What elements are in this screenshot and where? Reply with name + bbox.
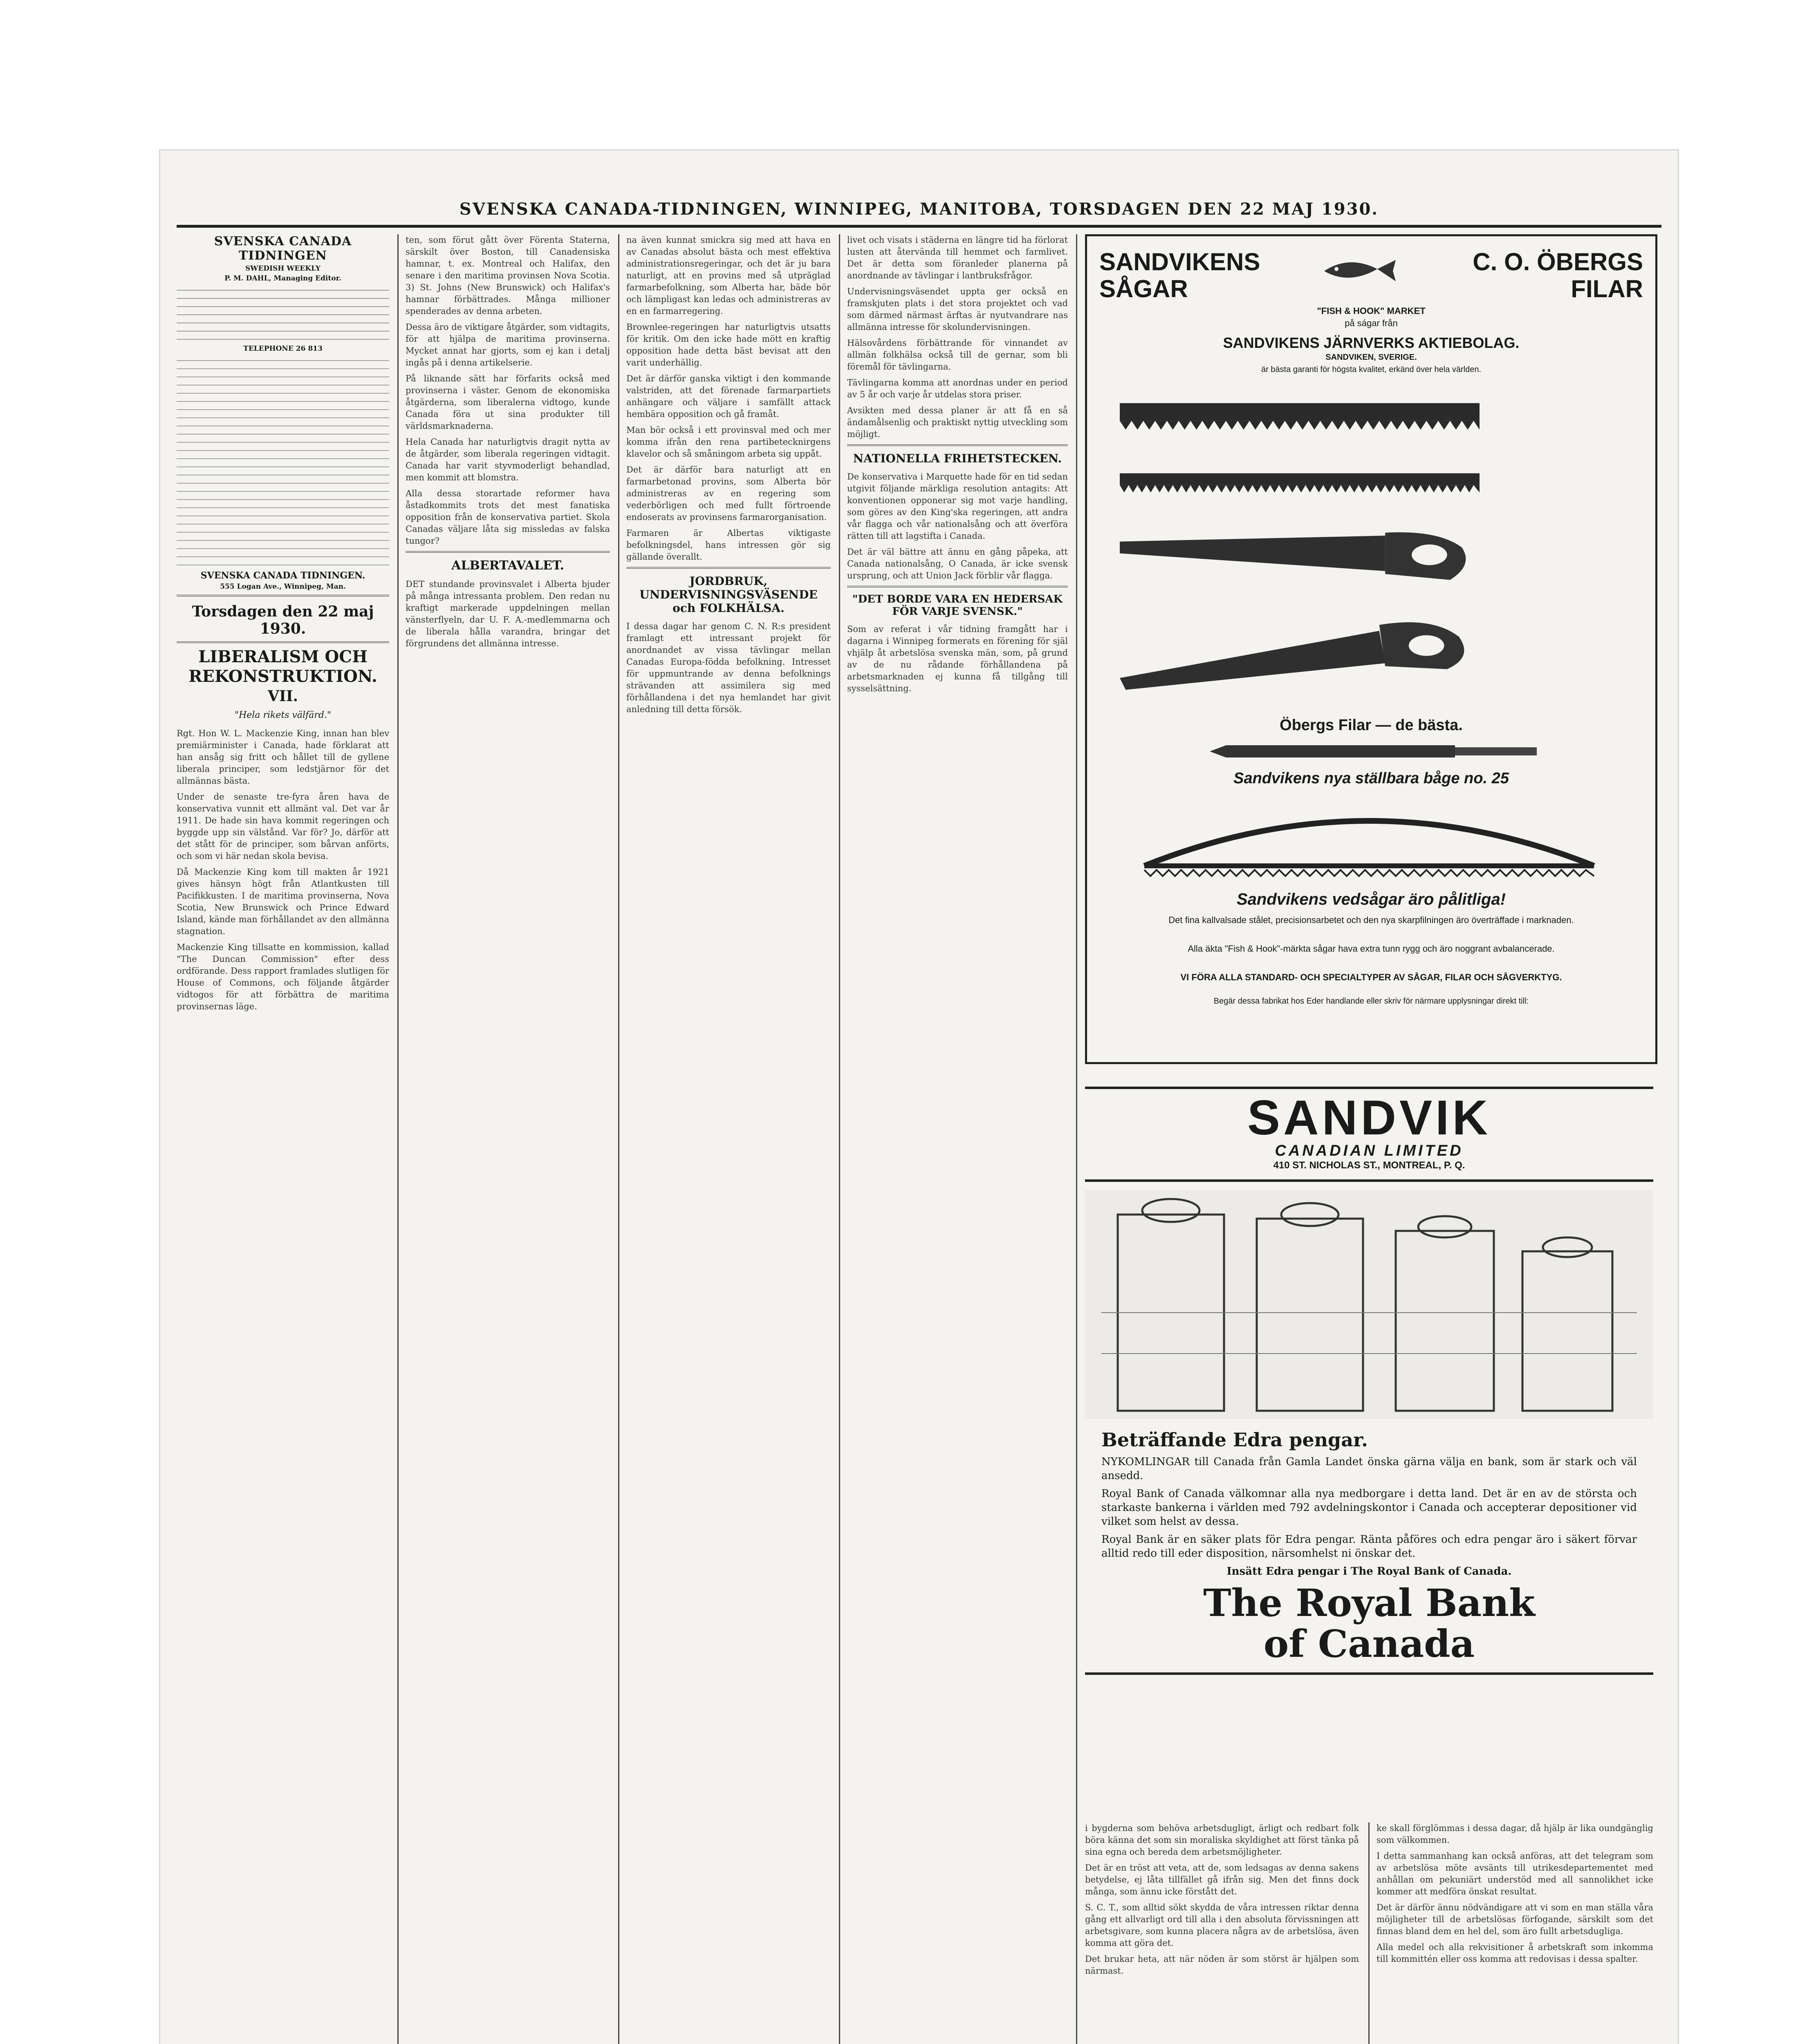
- ad-filar-caption: Öbergs Filar — de bästa.: [1280, 717, 1463, 734]
- article-paragraph: Det är därför ganska viktigt i den kommande valstriden, att det förenade farmarpartiets anhängare och väljare i samfällt attack hembära opposition och gå framåt.: [626, 374, 831, 419]
- bank-name-2: of Canada: [1263, 1622, 1475, 1666]
- sandvik-advertisement: [1085, 234, 1657, 1064]
- ad-ask: Begär dessa fabrikat hos Eder handlande eller skriv för närmare upplysningar direkt till:: [1213, 997, 1529, 1006]
- address-line: 555 Logan Ave., Winnipeg, Man.: [220, 583, 346, 591]
- ad-steel-note: Det fina kallvalsade stålet, precisionsarbetet och den nya skarpfilningen äro överträffade i marknaden.: [1168, 915, 1574, 925]
- ad-title-right-1: C. O. ÖBERGS: [1473, 248, 1643, 276]
- article-paragraph: Avsikten med dessa planer är att få en så ändamålsenlig och praktiskt nyttig utveckling som möjligt.: [847, 406, 1068, 439]
- column-4: [847, 234, 1068, 2044]
- newspaper-page: [160, 150, 1678, 2044]
- column-2: [406, 234, 610, 2044]
- bank-name-1: The Royal Bank: [1203, 1581, 1535, 1625]
- article-paragraph: i bygderna som behöva arbetsdugligt, ärligt och redbart folk böra känna det som sin moraliska skyldighet att först tänka på sina egna och bereda dem arbetsmöjligheter.: [1085, 1823, 1359, 1857]
- address-label: SVENSKA CANADA TIDNINGEN.: [200, 570, 365, 581]
- brand-address: 410 ST. NICHOLAS ST., MONTREAL, P. Q.: [1273, 1160, 1465, 1171]
- ad-guarantee: är bästa garanti för högsta kvalitet, erkänd över hela världen.: [1261, 365, 1482, 374]
- column-5a: [1085, 1822, 1359, 2044]
- fine-print-block: [177, 284, 389, 341]
- article-paragraph: ke skall förglömmas i dessa dagar, då hjälp är lika oundgänglig som välkommen.: [1377, 1823, 1653, 1845]
- article-paragraph: Då Mackenzie King kom till makten år 1921 gives hänsyn högt från Atlantkusten till Pacifikkusten. I de maritima provinserna, Nova Scotia, New Brunswick och Prince Edward Island, kände man förhållandet av den allmänna stagnation.: [177, 867, 389, 936]
- article-paragraph: na även kunnat smickra sig med att hava en av Canadas absolut bästa och mest effektiva administrationsregeringar, och det är ju bara naturligt, att en provins med så utpräglad farmarbefolkning, som Alberta har, bäde bör och lämpligast kan ledas och administreras av en en farmarregering.: [626, 235, 831, 316]
- saw-blade-icon: [1120, 388, 1480, 457]
- article-paragraph: I detta sammanhang kan också anföras, att det telegram som av arbetslösa möte avsänts till utrikesdepartementet med anhållan om pekuniärt understöd med all sannolikhet icke kommer att medföra önskat resultat.: [1377, 1851, 1653, 1896]
- article-paragraph: Brownlee-regeringen har naturligtvis utsatts för kritik. Om den icke hade mött en kraftig opposition hade detta bäst bevisat att den varit underhällig.: [626, 322, 831, 368]
- ad-title-left-2: SÅGAR: [1099, 275, 1188, 303]
- weekly-label: SWEDISH WEEKLY: [245, 264, 321, 273]
- article-paragraph: Det är därför ännu nödvändigare att vi som en man ställa våra möjligheter till de arbetslösas förfogande, särskilt som det finnas bland dem en hel del, som äro fullt arbetsdugliga.: [1377, 1903, 1653, 1936]
- ad-market-1: "FISH & HOOK" MARKET: [1317, 306, 1426, 316]
- divider: [177, 595, 389, 596]
- article-paragraph: Under de senaste tre-fyra åren hava de konservativa vunnit ett allmänt val. Det var år 1911. De hade sin hava kommit regeringen och byggde upp sin välstånd. Var för? Jo, därför att det stått för de principer, som bårvan anförts, och som vi här nedan skola bevisa.: [177, 792, 389, 861]
- article-paragraph: Rgt. Hon W. L. Mackenzie King, innan han blev premiärminister i Canada, hade förklarat att han ansåg sig fritt och hållet till de gyllene liberala principer, som ledstjärnor för det allmännas bästa.: [177, 728, 389, 786]
- article-paragraph: Alla dessa storartade reformer hava åstadkommits trots det mest fanatiska opposition från de konservativa partiet. Skola Canadas väljare låta sig missledas av falska tungor?: [406, 489, 610, 546]
- article-paragraph: Undervisningsväsendet uppta ger också en framskjuten plats i det stora projektet och vad som därmed närmast ärftas är nyutvandrare nas allmänna intresse för skolundervisningen.: [847, 287, 1068, 332]
- article-paragraph: Hälsovårdens förbättrande för vinnandet av allmän folkhälsa också till de gernar, som bli föremål för tävlingarna.: [847, 338, 1068, 372]
- ad-rule: [1085, 1087, 1653, 1089]
- section-text: DET stundande provinsvalet i Alberta bjuder på många intressanta problem. Den redan nu kraftigt markerade uppdelningen mellan vänsterflyeln, dar U. F. A.-medlemmarna och de liberala hålla varandra, bringar det förgrundens det allmänna intresse.: [406, 579, 610, 648]
- fine-print-block: [177, 354, 389, 567]
- article-paragraph: ten, som förut gått över Förenta Staterna, särskilt över Boston, till Canadensiska hamnar, t. ex. Montreal och Halifax, den senare i den maritima provinsen Nova Scotia. 3) St. Johns (New Brunswick) och Halifax's hamnar förbättrades. Många millioner spenderades av denna arbeten.: [406, 235, 610, 316]
- royal-bank-advertisement: [1085, 1087, 1653, 1688]
- telephone-line: TELEPHONE 26 813: [243, 345, 323, 353]
- column-5b: [1377, 1822, 1653, 2044]
- file-tool-icon: [1210, 739, 1537, 764]
- divider: [847, 586, 1068, 587]
- divider: [626, 567, 831, 569]
- divider: [406, 551, 610, 553]
- article-paragraph: Alla medel och alla rekvisitioner å arbetskraft som inkomma till kommittén eller oss komma att redovisas i dessa spalter.: [1377, 1942, 1653, 1964]
- ad-market-2: på ságar från: [1345, 318, 1398, 328]
- article-paragraph: Farmaren är Albertas viktigaste befolkningsdel, hans intressen gör sig gällande överallt.: [626, 528, 831, 562]
- column-rule: [618, 234, 619, 2044]
- article-part: VII.: [267, 688, 298, 705]
- column-1: [177, 234, 389, 2044]
- bank-paragraph: Royal Bank är en säker plats för Edra pengar. Ränta påföres och edra pengar äro i säkert förvar alltid redo till eder disposition, närsomhelst ni önskar det.: [1101, 1533, 1637, 1560]
- editorial-box: [177, 234, 389, 591]
- ad-company-location: SANDVIKEN, SVERIGE.: [1325, 353, 1417, 362]
- sandvik-logo: [1085, 1090, 1653, 1171]
- brand-name: SANDVIK: [1247, 1090, 1491, 1145]
- hand-saw-icon: [1120, 604, 1480, 710]
- ad-title-left-1: SANDVIKENS: [1099, 248, 1260, 276]
- section-text: I dessa dagar har genom C. N. R:s president framlagt ett intressant projekt för anordnandet av vissa tävlingar mellan Canadas Europa-födda befolkning. Intresset för uppmuntrande av denna befolknings strävanden att assimilera sig med förhållandena i det nya hemlandet har givit anledning till detta försök.: [626, 621, 831, 714]
- brand-sub: CANADIAN LIMITED: [1275, 1142, 1464, 1159]
- masthead-rule: [177, 225, 1661, 228]
- article-paragraph: Det brukar heta, att när nöden är som störst är hjälpen som närmast.: [1085, 1954, 1359, 1976]
- hand-saw-icon: [1120, 518, 1480, 600]
- article-paragraph: Det är en tröst att veta, att de, som ledsagas av denna sakens betydelse, ej låta tillfället gå ifrån sig. Men det finns dock många, som ännu icke förstått det.: [1085, 1863, 1359, 1896]
- ad-title-left: [1099, 249, 1260, 303]
- article-paragraph: livet och visats i städerna en längre tid ha förlorat lusten att återvända till hemmet och farmlivet. Det är detta som föranleder planerna på anordnande av tävlingar i lantbruksfrågor.: [847, 235, 1068, 280]
- saw-blade-icon: [1120, 465, 1480, 502]
- ad-bow-caption: Sandvikens nya ställbara båge no. 25: [1233, 770, 1509, 787]
- bank-paragraph: NYKOMLINGAR till Canada från Gamla Landet önska gärna välja en bank, som är stark och väl ansedd.: [1101, 1456, 1637, 1482]
- people-illustration-icon: [1085, 1190, 1653, 1419]
- bank-paragraph: Insätt Edra pengar i The Royal Bank of Canada.: [1226, 1565, 1512, 1578]
- column-rule: [397, 234, 399, 2044]
- ad-title-right-2: FILAR: [1571, 275, 1643, 303]
- fish-hook-icon: [1316, 253, 1406, 289]
- section-text: De konservativa i Marquette hade för en tid sedan utgivit följande märkliga resolution antagits: Att konventionen opponerar sig mot varje handling, som göres av den King'ska regeringen, att andra vår flagga och vår nationalsång och att överföra rätten till att lagstifta i Canada.: [847, 472, 1068, 541]
- article-paragraph: Mackenzie King tillsatte en kommission, kallad "The Duncan Commission" efter dess ordförande. Dess rapport framlades slutligen för House of Commons, och följande åtgärder vidtogos för att förbättra de maritima provinsernas läge.: [177, 942, 389, 1011]
- ad-fishhook-note: Alla äkta "Fish & Hook"-märkta sågar hava extra tunn rygg och äro noggrant avbalancerade.: [1188, 944, 1555, 954]
- divider: [847, 444, 1068, 446]
- column-rule: [1076, 234, 1077, 2044]
- article-paragraph: S. C. T., som alltid sökt skydda de våra intressen riktar denna gång ett allvarligt ord till alla i den absoluta förvissningen att arbetsgivare, som kunna placera några av de arbetslösa, även komma att göra det.: [1085, 1903, 1359, 1948]
- bank-heading: Beträffande Edra pengar.: [1101, 1429, 1368, 1451]
- masthead: SVENSKA CANADA-TIDNINGEN, WINNIPEG, MANITOBA, TORSDAGEN DEN 22 MAJ 1930.: [459, 199, 1379, 219]
- article-paragraph: Man bör också i ett provinsval med och mer komma ifrån den rena partibetecknirgens klavelor och så småningom arbeta sig uppåt.: [626, 425, 831, 459]
- divider: [177, 641, 389, 643]
- article-paragraph: Det är därför bara naturligt att en farmarbetonad provins, som Alberta bör administreras av en regering som vederbörligen och med fullt förtroende endoserats av provinsens farmarorganisation.: [626, 465, 831, 522]
- ad-rule: [1085, 1179, 1653, 1182]
- article-paragraph: Dessa äro de viktigare åtgärder, som vidtagits, för att hjälpa de maritima provinserna. Mycket annat har gjorts, som ej kan i detalj ingås på i denna artikelserie.: [406, 322, 610, 368]
- ad-reliable: Sandvikens vedsågar äro pålitliga!: [1236, 890, 1506, 908]
- issue-date: Torsdagen den 22 maj 1930.: [192, 603, 374, 637]
- editor-line: P. M. DAHL, Managing Editor.: [224, 274, 341, 282]
- bank-paragraph: Royal Bank of Canada välkomnar alla nya medborgare i detta land. Det är en av de största och starkaste bankerna i världen med 792 avdelningskontor i Canada och accepterar depositioner vid vilket som helst av dessa.: [1101, 1488, 1637, 1528]
- section-title-frihetstecken: NATIONELLA FRIHETSTECKEN.: [853, 452, 1062, 465]
- column-3: [626, 234, 831, 2044]
- section-text: Det är väl bättre att ännu en gång påpeka, att Canada nationalsång, O Canada, är icke svensk ursprung, och att Union Jack förblir vår flagga.: [847, 547, 1068, 580]
- ad-title-right: [1473, 249, 1643, 303]
- ad-types: VI FÖRA ALLA STANDARD- OCH SPECIALTYPER AV SÅGAR, FILAR OCH SÅGVERKTYG.: [1180, 972, 1562, 982]
- article-paragraph: På liknande sätt har förfarits också med provinserna i väster. Genom de ekonomiska åtgärderna, som liberalerna vidtogo, kunde Canada föra ut sina produkter till världsmarknaderna.: [406, 374, 610, 431]
- article-subhead: "Hela rikets välfärd.": [234, 710, 332, 720]
- column-rule: [839, 234, 840, 2044]
- section-title-jordbruk: JORDBRUK, UNDERVISNINGSVÄSENDE och FOLKHÄLSA.: [639, 574, 818, 615]
- ad-company: SANDVIKENS JÄRNVERKS AKTIEBOLAG.: [1223, 334, 1520, 351]
- section-title-hedersak: "DET BORDE VARA EN HEDERSAK FÖR VARJE SVENSK.": [852, 593, 1063, 618]
- article-paragraph: Tävlingarna komma att anordnas under en period av 5 år och varje år utdelas stora priser.: [847, 378, 1068, 399]
- paper-name: SVENSKA CANADA TIDNINGEN: [214, 234, 352, 263]
- article-headline: LIBERALISM OCH REKONSTRUKTION.: [188, 647, 377, 686]
- article-paragraph: Hela Canada har naturligtvis dragit nytta av de åtgärder, som liberala regeringen vidtagit. Canada har varit styvmoderligt behandlad, men kommit att blomstra.: [406, 437, 610, 482]
- ad-rule: [1085, 1672, 1653, 1675]
- section-title-albertavalet: ALBERTAVALET.: [451, 558, 564, 573]
- bow-saw-icon: [1120, 792, 1619, 886]
- column-rule: [1368, 1822, 1370, 2044]
- section-text: Som av referat i vår tidning framgått har i dagarna i Winnipeg formerats en förening för själ vhjälp åt arbetslösa svenska män, som, på grund av de nu rådande förhållandena på arbetsmarknaden ej kunna få tillgång till sysselsättning.: [847, 624, 1068, 693]
